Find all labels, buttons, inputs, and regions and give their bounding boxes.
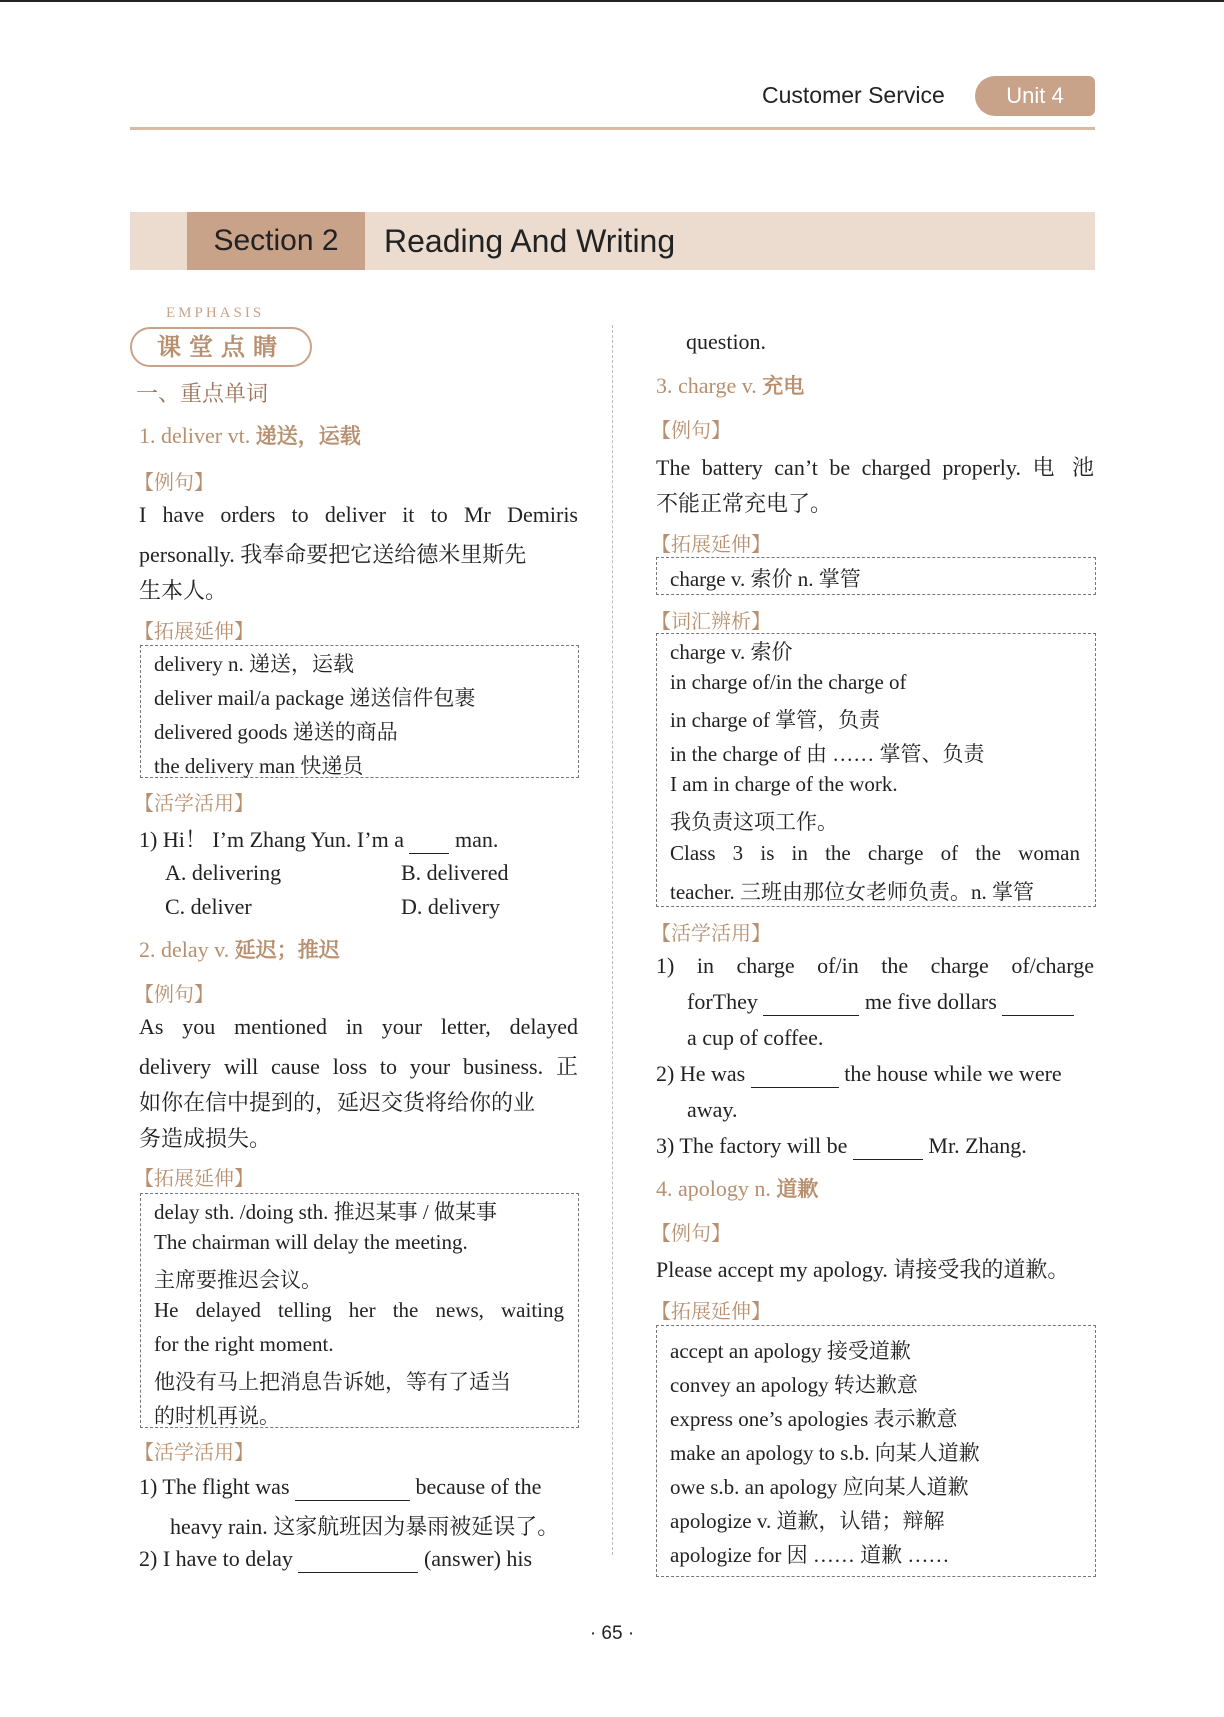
example-line: The battery can’t be charged properly. 电 池: [656, 455, 1094, 480]
vocab-line: in the charge of 由 …… 掌管、负责: [670, 742, 985, 766]
practice-tag: 【活学活用】: [134, 1440, 254, 1464]
practice-question: 3) The factory will be Mr. Zhang.: [656, 1133, 1027, 1158]
extension-line: He delayed telling her the news, waiting: [154, 1298, 564, 1322]
continued-text: question.: [686, 329, 767, 354]
vocab-line: I am in charge of the work.: [670, 772, 898, 796]
section-number: Section 2: [187, 212, 365, 270]
extension-line: owe s.b. an apology 应向某人道歉: [670, 1475, 969, 1499]
example-tag: 【例句】: [651, 1221, 731, 1245]
extension-line: 主席要推迟会议。: [154, 1268, 322, 1292]
example-line: 如你在信中提到的，延迟交货将给你的业: [139, 1090, 536, 1115]
extension-line: apologize v. 道歉，认错；辩解: [670, 1509, 945, 1533]
practice-line: heavy rain. 这家航班因为暴雨被延误了。: [170, 1514, 560, 1539]
option-d: D. delivery: [401, 894, 500, 919]
extension-tag: 【拓展延伸】: [651, 1299, 771, 1323]
extension-tag: 【拓展延伸】: [134, 1166, 254, 1190]
extension-tag: 【拓展延伸】: [651, 532, 771, 556]
example-line: 生本人。: [139, 578, 228, 603]
practice-tag: 【活学活用】: [134, 791, 254, 815]
word-4-heading: 4. apology n. 道歉: [656, 1176, 819, 1201]
vocab-line: teacher. 三班由那位女老师负责。n. 掌管: [670, 880, 1034, 904]
option-b: B. delivered: [401, 860, 509, 885]
practice-line: away.: [687, 1097, 738, 1122]
answer-blank[interactable]: [763, 989, 859, 1016]
extension-line: delivered goods 递送的商品: [154, 720, 398, 744]
practice-line: a cup of coffee.: [687, 1025, 824, 1050]
answer-blank[interactable]: [1002, 989, 1074, 1016]
answer-blank[interactable]: [298, 1546, 418, 1573]
answer-blank[interactable]: [295, 1474, 410, 1501]
answer-blank[interactable]: [751, 1061, 839, 1088]
option-c: C. deliver: [165, 894, 252, 919]
extension-line: for the right moment.: [154, 1332, 334, 1356]
answer-blank[interactable]: [853, 1133, 923, 1160]
extension-line: The chairman will delay the meeting.: [154, 1230, 468, 1254]
practice-question: 1) Hi！ I’m Zhang Yun. I’m a man.: [139, 827, 499, 852]
practice-question: 2) He was the house while we were: [656, 1061, 1062, 1086]
extension-line: charge v. 索价 n. 掌管: [670, 567, 861, 591]
section-title: Reading And Writing: [384, 223, 676, 259]
running-header-title: Customer Service: [762, 82, 945, 108]
vocab-analysis-tag: 【词汇辨析】: [651, 609, 771, 633]
example-line: personally. 我奉命要把它送给德米里斯先: [139, 542, 527, 567]
unit-badge: Unit 4: [975, 76, 1095, 116]
extension-line: 他没有马上把消息告诉她，等有了适当: [154, 1370, 511, 1394]
practice-question: 2) I have to delay (answer) his: [139, 1546, 533, 1571]
practice-tag: 【活学活用】: [651, 921, 771, 945]
vocab-line: in charge of/in the charge of: [670, 670, 907, 694]
example-tag: 【例句】: [651, 418, 731, 442]
top-border-line: [0, 0, 1224, 2]
word-2-heading: 2. delay v. 延迟；推迟: [139, 937, 340, 962]
example-line: As you mentioned in your letter, delayed: [139, 1014, 578, 1039]
page-number: · 65 ·: [589, 1623, 635, 1644]
example-line: I have orders to deliver it to Mr Demiris: [139, 502, 578, 527]
extension-line: convey an apology 转达歉意: [670, 1373, 918, 1397]
example-tag: 【例句】: [134, 470, 214, 494]
extension-line: deliver mail/a package 递送信件包裹: [154, 686, 476, 710]
extension-tag: 【拓展延伸】: [134, 619, 254, 643]
vocab-line: 我负责这项工作。: [670, 810, 838, 834]
key-words-heading: 一、重点单词: [136, 382, 269, 407]
word-3-heading: 3. charge v. 充电: [656, 373, 805, 398]
practice-question: forThey me five dollars: [687, 989, 1074, 1016]
example-line: Please accept my apology. 请接受我的道歉。: [656, 1257, 1070, 1282]
extension-line: delay sth. /doing sth. 推迟某事 / 做某事: [154, 1200, 497, 1224]
example-line: 务造成损失。: [139, 1126, 272, 1151]
vocab-line: charge v. 索价: [670, 640, 793, 664]
extension-line: the delivery man 快递员: [154, 754, 364, 778]
extension-line: delivery n. 递送，运载: [154, 652, 355, 676]
example-line: delivery will cause loss to your business. 正: [139, 1054, 578, 1079]
extension-line: 的时机再说。: [154, 1404, 280, 1428]
header-rule: [130, 127, 1095, 130]
word-1-heading: 1. deliver vt. 递送，运载: [139, 423, 361, 448]
example-line: 不能正常充电了。: [656, 491, 833, 516]
extension-line: make an apology to s.b. 向某人道歉: [670, 1441, 980, 1465]
vocab-line: Class 3 is in the charge of the woman: [670, 841, 1080, 865]
extension-line: express one’s apologies 表示歉意: [670, 1407, 958, 1431]
extension-line: accept an apology 接受道歉: [670, 1339, 911, 1363]
extension-line: apologize for 因 …… 道歉 ……: [670, 1543, 950, 1567]
answer-blank[interactable]: [409, 827, 449, 854]
column-divider: [612, 325, 613, 1555]
example-tag: 【例句】: [134, 982, 214, 1006]
emphasis-label: 课堂点睛: [130, 327, 312, 367]
practice-line: 1) in charge of/in the charge of/charge: [656, 953, 1094, 978]
practice-question: 1) The flight was because of the: [139, 1474, 542, 1499]
emphasis-caption: EMPHASIS: [166, 305, 265, 321]
option-a: A. delivering: [165, 860, 282, 885]
vocab-line: in charge of 掌管，负责: [670, 708, 881, 732]
